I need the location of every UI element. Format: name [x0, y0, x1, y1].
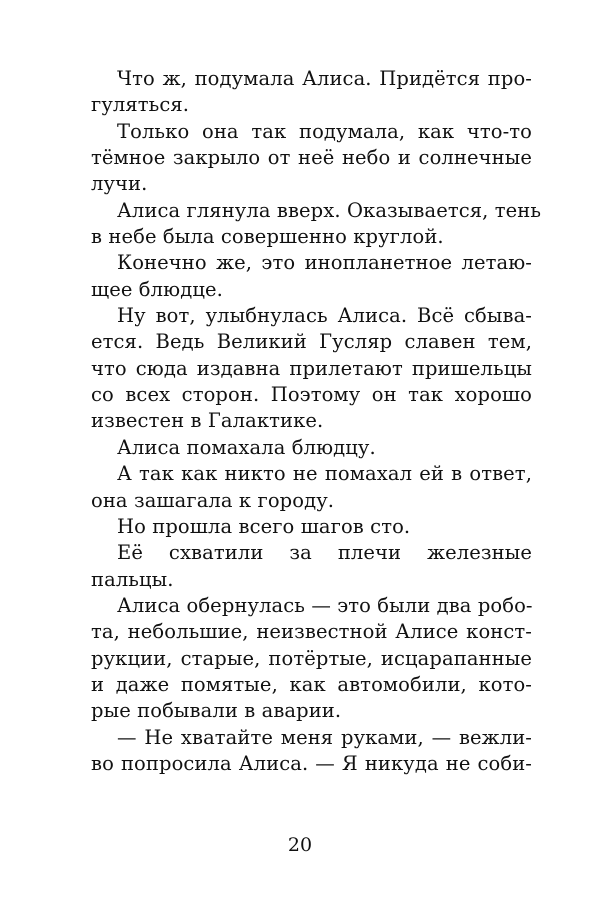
text-line: и даже помятые, как автомобили, кото-	[91, 672, 532, 696]
text-line: гуляться.	[91, 93, 190, 117]
page-number: 20	[287, 834, 313, 856]
text-line: она зашагала к городу.	[91, 488, 335, 512]
text-line: щее блюдце.	[91, 277, 223, 301]
text-line: во попросила Алиса. — Я никуда не соби-	[91, 751, 532, 775]
text-line: А так как никто не помахал ей в ответ,	[117, 462, 532, 486]
text-line: лучи.	[91, 172, 148, 196]
text-line: Алиса обернулась — это были два робо-	[117, 593, 533, 617]
text-line: Алиса глянула вверх. Оказывается, тень	[117, 198, 542, 222]
text-line: пальцы.	[91, 567, 174, 591]
text-line: известен в Галактике.	[91, 409, 324, 433]
text-line: в небе была совершенно круглой.	[91, 225, 444, 249]
text-line: рые побывали в аварии.	[91, 699, 342, 723]
text-line: Конечно же, это инопланетное летаю-	[117, 251, 532, 275]
text-line: та, небольшие, неизвестной Алисе конст-	[91, 620, 532, 644]
text-line: Ну вот, улыбнулась Алиса. Всё сбыва-	[117, 304, 532, 328]
text-line: рукции, старые, потёртые, исцарапанные	[91, 646, 532, 670]
text-line: Её схватили за плечи железные	[117, 541, 532, 565]
page-body-text	[91, 66, 542, 777]
text-line: тёмное закрыло от неё небо и солнечные	[91, 146, 532, 170]
text-line: ется. Ведь Великий Гусляр славен тем,	[91, 330, 532, 354]
text-line: со всех сторон. Поэтому он так хорошо	[91, 383, 532, 407]
text-line: Но прошла всего шагов сто.	[117, 514, 411, 538]
text-line: Только она так подумала, как что-то	[117, 119, 532, 143]
text-line: Что ж, подумала Алиса. Придётся про-	[117, 67, 532, 90]
text-line: что сюда издавна прилетают пришельцы	[91, 356, 532, 380]
text-line: — Не хватайте меня руками, — вежли-	[117, 725, 532, 749]
text-line: Алиса помахала блюдцу.	[117, 435, 376, 459]
